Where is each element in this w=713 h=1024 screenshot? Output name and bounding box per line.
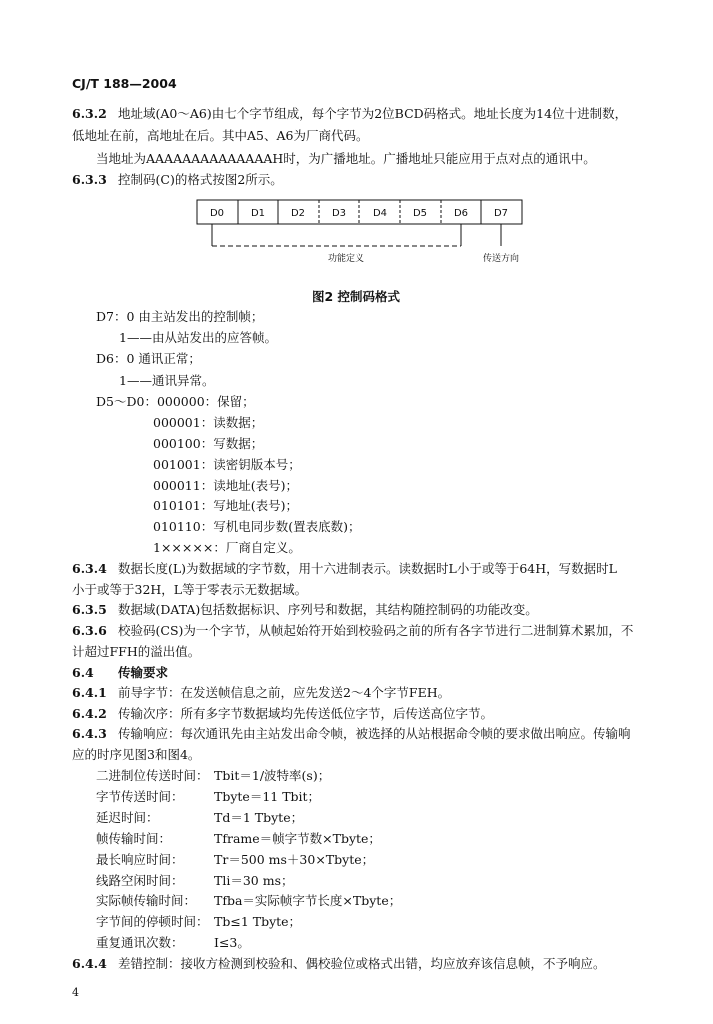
s644-text: 差错控制：接收方检测到校验和、偶校验位或格式出错，均应放弃该信息帧，不予响应。 bbox=[118, 956, 606, 971]
timing-label: 字节间的停顿时间： bbox=[96, 914, 209, 929]
code-item: 000001：读数据； bbox=[153, 415, 264, 430]
bit-d6: D6 bbox=[453, 208, 469, 219]
bit-d4: D4 bbox=[372, 208, 388, 219]
section-number-6-3-6: 6.3.6 bbox=[72, 623, 107, 638]
timing-label: 线路空闲时间： bbox=[96, 873, 184, 888]
section-number-6-4-3: 6.4.3 bbox=[72, 726, 107, 741]
section-number-6-3-5: 6.3.5 bbox=[72, 602, 107, 617]
code-item: 000011：读地址(表号)； bbox=[153, 478, 298, 493]
page-number: 4 bbox=[72, 986, 79, 999]
section-title-6-4: 传输要求 bbox=[118, 665, 169, 680]
s642-text: 传输次序：所有多字节数据域均先传送低位字节，后传送高位字节。 bbox=[118, 706, 494, 721]
code-item: 001001：读密钥版本号； bbox=[153, 457, 301, 472]
func-definition-label: 功能定义 bbox=[327, 254, 365, 264]
section-number-6-3-3: 6.3.3 bbox=[72, 172, 107, 187]
def-d6-1: 1——通讯异常。 bbox=[119, 373, 215, 388]
section-number-6-4-4: 6.4.4 bbox=[72, 956, 107, 971]
code-item: 000100：写数据； bbox=[153, 436, 264, 451]
timing-value: Tr＝500 ms＋30×Tbyte； bbox=[214, 852, 375, 867]
timing-label: 最长响应时间： bbox=[96, 852, 184, 867]
s634-line-1: 数据长度(L)为数据域的字节数，用十六进制表示。读数据时L小于或等于64H，写数据时L bbox=[118, 561, 617, 576]
timing-label: 实际帧传输时间： bbox=[96, 893, 197, 908]
control-code-diagram bbox=[0, 0, 713, 290]
s634-line-2: 小于或等于32H，L等于零表示无数据域。 bbox=[72, 582, 308, 597]
timing-label: 帧传输时间： bbox=[96, 831, 172, 846]
figure-caption: 图2 控制码格式 bbox=[312, 289, 401, 304]
def-d7-1: 1——由从站发出的应答帧。 bbox=[119, 330, 277, 345]
timing-label: 字节传送时间： bbox=[96, 789, 184, 804]
section-number-6-4-2: 6.4.2 bbox=[72, 706, 107, 721]
timing-value: Tli＝30 ms； bbox=[214, 873, 294, 888]
def-d5-d0: D5～D0：000000：保留； bbox=[96, 394, 255, 409]
s643-line-2: 应的时序见图3和图4。 bbox=[72, 747, 201, 762]
s636-line-2: 计超过FFH的溢出值。 bbox=[72, 644, 201, 659]
timing-value: Tb≤1 Tbyte； bbox=[214, 914, 302, 929]
s635-text: 数据域(DATA)包括数据标识、序列号和数据，其结构随控制码的功能改变。 bbox=[118, 602, 538, 617]
s632-line-2: 低地址在前，高地址在后。其中A5、A6为厂商代码。 bbox=[72, 128, 369, 143]
s632-line-1: 地址域(A0～A6)由七个字节组成，每个字节为2位BCD码格式。地址长度为14位十进制数， bbox=[118, 106, 628, 121]
code-item: 1×××××：厂商自定义。 bbox=[153, 540, 301, 555]
code-item: 010110：写机电同步数(置表底数)； bbox=[153, 519, 361, 534]
bit-cells bbox=[197, 200, 522, 224]
timing-label: 延迟时间： bbox=[96, 810, 159, 825]
timing-value: Tbyte＝11 Tbit； bbox=[214, 789, 321, 804]
s632-line-3: 当地址为AAAAAAAAAAAAAAH时，为广播地址。广播地址只能应用于点对点的通讯中。 bbox=[96, 151, 596, 166]
section-number-6-3-4: 6.3.4 bbox=[72, 561, 107, 576]
s643-line-1: 传输响应：每次通讯先由主站发出命令帧，被选择的从站根据命令帧的要求做出响应。传输响 bbox=[118, 726, 631, 741]
code-item: 010101：写地址(表号)； bbox=[153, 498, 298, 513]
section-number-6-3-2: 6.3.2 bbox=[72, 106, 107, 121]
bit-d0: D0 bbox=[209, 208, 225, 219]
timing-value: Td＝1 Tbyte； bbox=[214, 810, 304, 825]
s636-line-1: 校验码(CS)为一个字节，从帧起始符开始到校验码之前的所有各字节进行二进制算术累加，不 bbox=[118, 623, 634, 638]
timing-value: Tfba＝实际帧字节长度×Tbyte； bbox=[214, 893, 402, 908]
timing-value: Tbit＝1/波特率(s)； bbox=[214, 768, 331, 783]
timing-label: 重复通讯次数： bbox=[96, 935, 184, 950]
def-d7-0: D7：0 由主站发出的控制帧； bbox=[96, 309, 264, 324]
direction-label: 传送方向 bbox=[482, 254, 520, 264]
section-number-6-4-1: 6.4.1 bbox=[72, 685, 107, 700]
standard-code: CJ/T 188—2004 bbox=[72, 76, 177, 91]
s641-text: 前导字节：在发送帧信息之前，应先发送2～4个字节FEH。 bbox=[118, 685, 451, 700]
timing-value: I≤3。 bbox=[214, 935, 250, 950]
timing-label: 二进制位传送时间： bbox=[96, 768, 209, 783]
bit-d2: D2 bbox=[290, 208, 306, 219]
section-number-6-4: 6.4 bbox=[72, 665, 94, 680]
bit-d7: D7 bbox=[493, 208, 509, 219]
s633-text: 控制码(C)的格式按图2所示。 bbox=[118, 172, 283, 187]
bit-d5: D5 bbox=[412, 208, 428, 219]
timing-value: Tframe＝帧字节数×Tbyte； bbox=[214, 831, 381, 846]
def-d6-0: D6：0 通讯正常； bbox=[96, 351, 201, 366]
bit-d1: D1 bbox=[250, 208, 266, 219]
bit-d3: D3 bbox=[331, 208, 347, 219]
